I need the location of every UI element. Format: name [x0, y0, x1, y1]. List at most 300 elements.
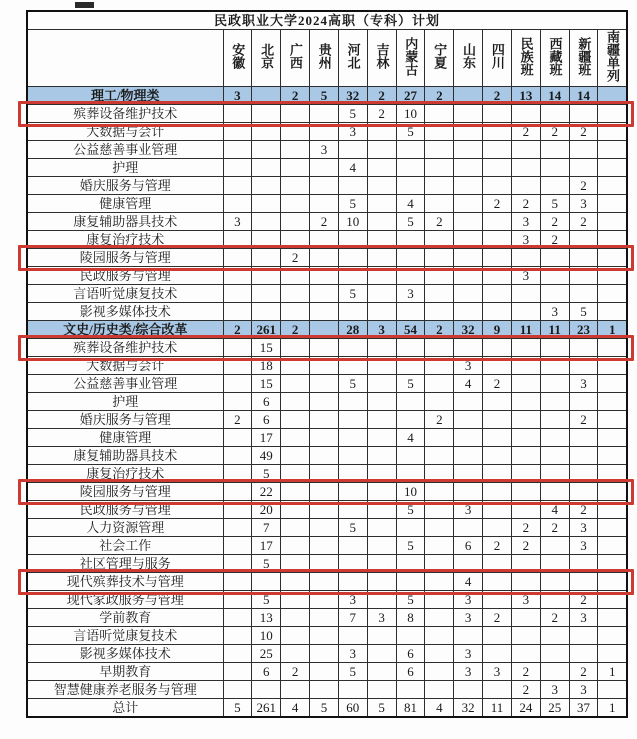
- plan-count-cell: [598, 645, 627, 663]
- plan-count-cell: [598, 177, 627, 195]
- plan-count-cell: 3: [338, 123, 367, 141]
- plan-count-cell: [483, 393, 512, 411]
- column-header: [367, 30, 396, 87]
- table-row: [27, 555, 627, 573]
- plan-count-cell: 2: [223, 321, 252, 339]
- plan-count-cell: [310, 483, 339, 501]
- section-header-row: [27, 87, 627, 105]
- plan-count-cell: [483, 213, 512, 231]
- plan-count-cell: [569, 645, 598, 663]
- plan-count-cell: [511, 141, 540, 159]
- plan-count-cell: [511, 465, 540, 483]
- plan-count-cell: [598, 231, 627, 249]
- plan-count-cell: [454, 195, 483, 213]
- plan-count-cell: [425, 285, 454, 303]
- plan-count-cell: [598, 609, 627, 627]
- plan-count-cell: [425, 555, 454, 573]
- plan-count-cell: [598, 303, 627, 321]
- plan-count-cell: [425, 231, 454, 249]
- plan-count-cell: 3: [569, 609, 598, 627]
- plan-count-cell: [223, 141, 252, 159]
- plan-count-cell: [511, 357, 540, 375]
- table-row: [27, 249, 627, 267]
- plan-count-cell: [338, 627, 367, 645]
- column-header-label: 山东: [460, 43, 476, 69]
- plan-count-cell: [598, 357, 627, 375]
- plan-count-cell: 11: [540, 321, 569, 339]
- table-row: [27, 663, 627, 681]
- plan-count-cell: [223, 285, 252, 303]
- plan-count-cell: [598, 537, 627, 555]
- plan-count-cell: [483, 465, 512, 483]
- plan-count-cell: [483, 411, 512, 429]
- program-name: 健康管理: [27, 429, 223, 447]
- plan-count-cell: 5: [540, 195, 569, 213]
- table-row: [27, 483, 627, 501]
- plan-count-cell: [223, 159, 252, 177]
- plan-count-cell: [310, 285, 339, 303]
- plan-count-cell: [338, 393, 367, 411]
- plan-count-cell: [511, 429, 540, 447]
- plan-count-cell: [540, 537, 569, 555]
- plan-count-cell: [598, 447, 627, 465]
- plan-count-cell: [367, 573, 396, 591]
- plan-count-cell: [310, 429, 339, 447]
- plan-count-cell: [252, 231, 281, 249]
- plan-count-cell: [425, 195, 454, 213]
- plan-count-cell: [396, 303, 425, 321]
- plan-count-cell: [454, 519, 483, 537]
- program-name: 陵园服务与管理: [27, 249, 223, 267]
- plan-count-cell: 6: [252, 663, 281, 681]
- plan-count-cell: [454, 87, 483, 105]
- plan-count-cell: [540, 447, 569, 465]
- plan-count-cell: [598, 213, 627, 231]
- plan-count-cell: [310, 231, 339, 249]
- document-title: 民政职业大学2024高职（专科）计划: [27, 11, 627, 30]
- section-header-label: 文史/历史类/综合改革: [27, 321, 223, 339]
- program-name: 康复辅助器具技术: [27, 447, 223, 465]
- plan-count-cell: [252, 123, 281, 141]
- plan-count-cell: 7: [338, 609, 367, 627]
- column-header: [310, 30, 339, 87]
- plan-count-cell: [310, 339, 339, 357]
- plan-count-cell: [396, 249, 425, 267]
- plan-count-cell: [569, 267, 598, 285]
- plan-count-cell: [396, 357, 425, 375]
- plan-count-cell: [338, 501, 367, 519]
- plan-count-cell: 14: [569, 87, 598, 105]
- plan-count-cell: [367, 555, 396, 573]
- plan-count-cell: [511, 105, 540, 123]
- plan-count-cell: 32: [338, 87, 367, 105]
- plan-count-cell: [281, 411, 310, 429]
- plan-count-cell: 5: [338, 195, 367, 213]
- plan-count-cell: 261: [252, 321, 281, 339]
- plan-count-cell: 2: [281, 87, 310, 105]
- plan-count-cell: [281, 465, 310, 483]
- plan-count-cell: [598, 105, 627, 123]
- plan-count-cell: 3: [569, 519, 598, 537]
- plan-count-cell: [281, 645, 310, 663]
- plan-count-cell: [425, 105, 454, 123]
- title-row: [27, 11, 627, 30]
- plan-count-cell: 2: [281, 321, 310, 339]
- plan-count-cell: [483, 123, 512, 141]
- program-name: 智慧健康养老服务与管理: [27, 681, 223, 699]
- program-name: 健康管理: [27, 195, 223, 213]
- plan-count-cell: 5: [310, 699, 339, 718]
- program-name: 殡葬设备维护技术: [27, 105, 223, 123]
- plan-count-cell: [540, 411, 569, 429]
- plan-count-cell: [540, 177, 569, 195]
- plan-count-cell: [223, 357, 252, 375]
- plan-count-cell: [367, 483, 396, 501]
- plan-count-cell: [569, 627, 598, 645]
- plan-count-cell: [598, 123, 627, 141]
- plan-count-cell: [425, 465, 454, 483]
- plan-count-cell: [569, 555, 598, 573]
- plan-count-cell: [540, 663, 569, 681]
- plan-count-cell: [483, 357, 512, 375]
- plan-count-cell: [252, 159, 281, 177]
- plan-count-cell: 13: [511, 87, 540, 105]
- column-header-label: 四川: [489, 43, 505, 69]
- plan-count-cell: 4: [396, 429, 425, 447]
- plan-count-cell: [511, 627, 540, 645]
- table-row: [27, 177, 627, 195]
- plan-count-cell: [598, 87, 627, 105]
- plan-count-cell: [483, 159, 512, 177]
- table-row: [27, 123, 627, 141]
- column-header-label: 南疆单列: [605, 30, 621, 82]
- column-header-label: 宁夏: [432, 43, 448, 69]
- plan-count-cell: [483, 627, 512, 645]
- plan-count-cell: 2: [540, 519, 569, 537]
- plan-count-cell: [483, 267, 512, 285]
- column-header: [281, 30, 310, 87]
- plan-count-cell: [425, 429, 454, 447]
- plan-count-cell: 2: [483, 195, 512, 213]
- plan-count-cell: [310, 249, 339, 267]
- plan-count-cell: [338, 357, 367, 375]
- plan-count-cell: [367, 501, 396, 519]
- plan-count-cell: [252, 105, 281, 123]
- table-row: [27, 357, 627, 375]
- program-name: 婚庆服务与管理: [27, 411, 223, 429]
- plan-count-cell: [281, 267, 310, 285]
- plan-count-cell: [540, 141, 569, 159]
- plan-count-cell: 2: [569, 213, 598, 231]
- column-header: [252, 30, 281, 87]
- plan-count-cell: [281, 429, 310, 447]
- plan-count-cell: 5: [338, 519, 367, 537]
- plan-count-cell: [310, 393, 339, 411]
- plan-count-cell: [223, 231, 252, 249]
- plan-count-cell: 9: [483, 321, 512, 339]
- plan-count-cell: [540, 357, 569, 375]
- plan-count-cell: [367, 285, 396, 303]
- plan-count-cell: 6: [396, 663, 425, 681]
- plan-count-cell: [367, 681, 396, 699]
- plan-count-cell: 6: [252, 393, 281, 411]
- plan-count-cell: [310, 609, 339, 627]
- table-row: [27, 591, 627, 609]
- plan-count-cell: 3: [569, 537, 598, 555]
- plan-count-cell: 10: [338, 213, 367, 231]
- plan-count-cell: 3: [396, 285, 425, 303]
- program-name: 护理: [27, 393, 223, 411]
- program-name: 陵园服务与管理: [27, 483, 223, 501]
- plan-count-cell: 3: [569, 195, 598, 213]
- program-name: 总计: [27, 699, 223, 718]
- plan-count-cell: 2: [569, 411, 598, 429]
- table-row: [27, 465, 627, 483]
- table-row: [27, 501, 627, 519]
- plan-count-cell: [454, 285, 483, 303]
- plan-count-cell: 3: [511, 267, 540, 285]
- plan-count-cell: 3: [454, 609, 483, 627]
- plan-count-cell: 3: [338, 645, 367, 663]
- plan-count-cell: 5: [338, 105, 367, 123]
- plan-count-cell: [310, 159, 339, 177]
- plan-count-cell: [569, 231, 598, 249]
- plan-count-cell: [252, 249, 281, 267]
- plan-count-cell: [281, 231, 310, 249]
- program-name: 社会工作: [27, 537, 223, 555]
- plan-count-cell: [569, 159, 598, 177]
- plan-count-cell: [338, 537, 367, 555]
- plan-count-cell: [252, 573, 281, 591]
- plan-count-cell: [310, 465, 339, 483]
- plan-count-cell: [454, 339, 483, 357]
- plan-count-cell: [310, 303, 339, 321]
- program-name: 现代殡葬技术与管理: [27, 573, 223, 591]
- column-header: [598, 30, 627, 87]
- plan-count-cell: 3: [223, 87, 252, 105]
- plan-count-cell: 3: [540, 303, 569, 321]
- plan-count-cell: 3: [367, 609, 396, 627]
- plan-count-cell: [223, 429, 252, 447]
- plan-count-cell: [281, 213, 310, 231]
- plan-count-cell: [223, 393, 252, 411]
- plan-count-cell: [223, 465, 252, 483]
- plan-count-cell: [540, 267, 569, 285]
- plan-count-cell: [511, 285, 540, 303]
- plan-count-cell: 2: [483, 609, 512, 627]
- plan-count-cell: [338, 339, 367, 357]
- plan-count-cell: 5: [223, 699, 252, 718]
- plan-count-cell: [223, 105, 252, 123]
- plan-count-cell: [569, 465, 598, 483]
- plan-count-cell: [483, 483, 512, 501]
- plan-count-cell: [223, 573, 252, 591]
- plan-count-cell: [338, 267, 367, 285]
- table-row: [27, 213, 627, 231]
- plan-count-cell: [425, 483, 454, 501]
- plan-count-cell: [367, 231, 396, 249]
- column-header-label: 吉林: [374, 43, 390, 69]
- plan-count-cell: 81: [396, 699, 425, 718]
- plan-count-cell: 5: [396, 537, 425, 555]
- plan-count-cell: [483, 339, 512, 357]
- plan-count-cell: [540, 105, 569, 123]
- plan-count-cell: [569, 357, 598, 375]
- plan-count-cell: [511, 483, 540, 501]
- plan-count-cell: 4: [281, 699, 310, 718]
- plan-count-cell: [396, 573, 425, 591]
- plan-count-cell: [425, 681, 454, 699]
- table-row: [27, 267, 627, 285]
- plan-count-cell: [511, 501, 540, 519]
- plan-count-cell: [569, 573, 598, 591]
- plan-count-cell: 3: [454, 357, 483, 375]
- plan-count-cell: [540, 555, 569, 573]
- plan-count-cell: [338, 429, 367, 447]
- plan-count-cell: [281, 537, 310, 555]
- plan-count-cell: 3: [511, 213, 540, 231]
- plan-count-cell: [598, 627, 627, 645]
- plan-count-cell: [425, 519, 454, 537]
- plan-count-cell: [425, 663, 454, 681]
- plan-count-cell: [396, 267, 425, 285]
- column-header: [483, 30, 512, 87]
- plan-count-cell: [454, 681, 483, 699]
- plan-count-cell: [367, 177, 396, 195]
- plan-count-cell: [281, 123, 310, 141]
- plan-count-cell: 10: [396, 483, 425, 501]
- plan-count-cell: 3: [454, 591, 483, 609]
- plan-count-cell: [425, 645, 454, 663]
- plan-count-cell: 2: [511, 519, 540, 537]
- plan-count-cell: [310, 177, 339, 195]
- plan-count-cell: [396, 159, 425, 177]
- plan-count-cell: [540, 429, 569, 447]
- plan-count-cell: [598, 555, 627, 573]
- plan-count-cell: [281, 195, 310, 213]
- plan-count-cell: [338, 483, 367, 501]
- plan-count-cell: [281, 339, 310, 357]
- plan-count-cell: 6: [252, 411, 281, 429]
- plan-count-cell: [338, 231, 367, 249]
- plan-count-cell: [569, 141, 598, 159]
- plan-count-cell: 5: [310, 87, 339, 105]
- plan-count-cell: [281, 483, 310, 501]
- plan-count-cell: 5: [338, 663, 367, 681]
- plan-count-cell: [454, 267, 483, 285]
- plan-count-cell: 15: [252, 375, 281, 393]
- plan-count-cell: 6: [396, 645, 425, 663]
- plan-count-cell: [281, 501, 310, 519]
- plan-count-cell: 5: [252, 555, 281, 573]
- plan-count-cell: [569, 285, 598, 303]
- plan-count-cell: [396, 393, 425, 411]
- plan-count-cell: [281, 375, 310, 393]
- plan-count-cell: [569, 447, 598, 465]
- section-header-label: 理工/物理类: [27, 87, 223, 105]
- plan-count-cell: [540, 645, 569, 663]
- plan-count-cell: [252, 195, 281, 213]
- plan-count-cell: 14: [540, 87, 569, 105]
- plan-count-cell: 2: [425, 213, 454, 231]
- plan-count-cell: 6: [454, 537, 483, 555]
- plan-count-cell: [338, 555, 367, 573]
- plan-count-cell: [223, 339, 252, 357]
- plan-count-cell: 2: [367, 87, 396, 105]
- plan-count-cell: [367, 357, 396, 375]
- plan-count-cell: 4: [396, 195, 425, 213]
- program-name: 婚庆服务与管理: [27, 177, 223, 195]
- plan-count-cell: [367, 303, 396, 321]
- plan-count-cell: [569, 249, 598, 267]
- plan-count-cell: [338, 303, 367, 321]
- table-row: [27, 285, 627, 303]
- plan-count-cell: [483, 105, 512, 123]
- plan-count-cell: [396, 519, 425, 537]
- column-header-row: [27, 30, 627, 87]
- plan-count-cell: 49: [252, 447, 281, 465]
- table-row: [27, 627, 627, 645]
- plan-count-cell: [598, 393, 627, 411]
- plan-count-cell: [338, 573, 367, 591]
- plan-count-cell: [454, 141, 483, 159]
- plan-count-cell: 32: [454, 699, 483, 718]
- plan-count-cell: [425, 159, 454, 177]
- plan-count-cell: [425, 627, 454, 645]
- plan-count-cell: [223, 681, 252, 699]
- program-name: 民政服务与管理: [27, 501, 223, 519]
- plan-count-cell: [223, 375, 252, 393]
- plan-count-cell: [511, 411, 540, 429]
- plan-count-cell: [338, 681, 367, 699]
- plan-count-cell: [281, 285, 310, 303]
- plan-count-cell: [281, 447, 310, 465]
- plan-count-cell: [396, 177, 425, 195]
- program-name: 言语听觉康复技术: [27, 627, 223, 645]
- plan-count-cell: 4: [425, 699, 454, 718]
- plan-count-cell: [483, 573, 512, 591]
- column-header: [569, 30, 598, 87]
- plan-count-cell: 24: [511, 699, 540, 718]
- plan-count-cell: 11: [511, 321, 540, 339]
- table-row: [27, 303, 627, 321]
- plan-count-cell: 3: [511, 231, 540, 249]
- column-header-label: 民族班: [518, 36, 534, 76]
- plan-count-cell: 3: [454, 645, 483, 663]
- plan-count-cell: 22: [252, 483, 281, 501]
- table-row: [27, 195, 627, 213]
- plan-count-cell: [540, 375, 569, 393]
- plan-count-cell: [396, 141, 425, 159]
- plan-count-cell: [511, 249, 540, 267]
- plan-count-cell: 2: [281, 249, 310, 267]
- plan-count-cell: 4: [454, 573, 483, 591]
- column-header-label: 西藏班: [547, 36, 563, 76]
- plan-count-cell: [367, 537, 396, 555]
- plan-count-cell: [310, 123, 339, 141]
- plan-count-cell: 37: [569, 699, 598, 718]
- column-header: [223, 30, 252, 87]
- plan-count-cell: [310, 411, 339, 429]
- plan-count-cell: 5: [396, 501, 425, 519]
- table-row: [27, 609, 627, 627]
- plan-count-cell: [425, 375, 454, 393]
- plan-count-cell: [367, 195, 396, 213]
- plan-count-cell: [281, 303, 310, 321]
- plan-count-cell: [310, 573, 339, 591]
- plan-count-cell: [223, 447, 252, 465]
- plan-count-cell: [367, 429, 396, 447]
